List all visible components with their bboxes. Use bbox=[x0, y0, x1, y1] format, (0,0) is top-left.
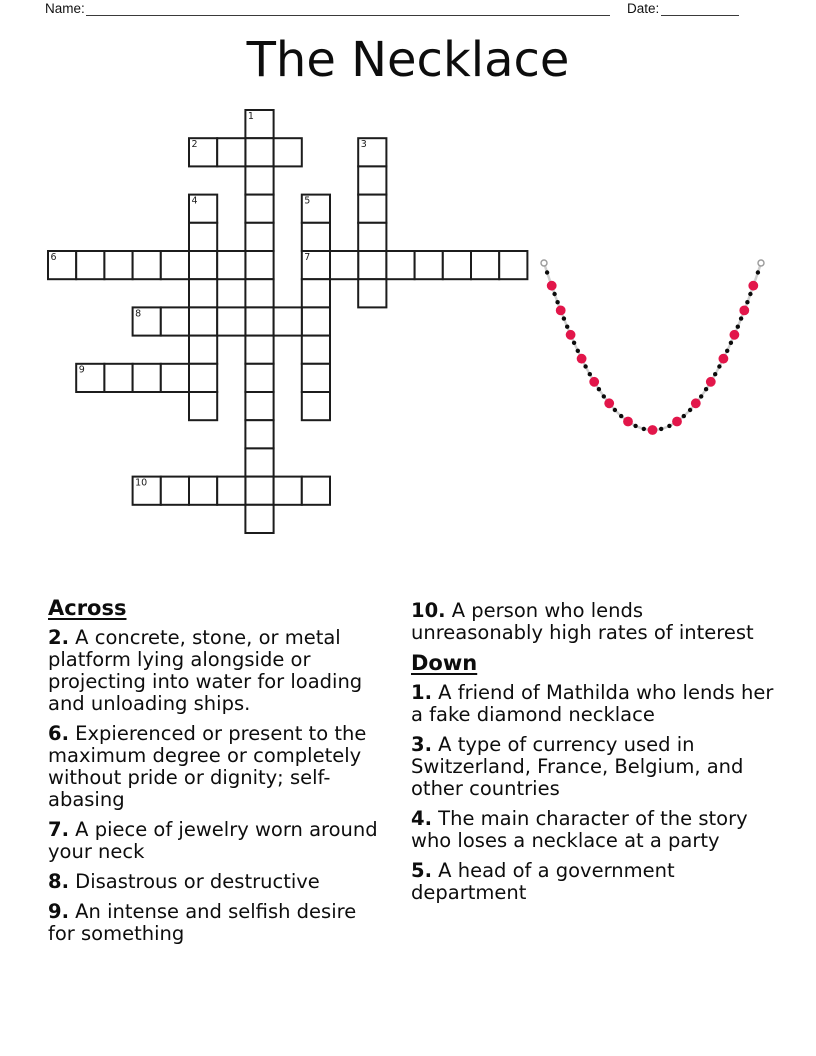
clue-across-7 bbox=[48, 819, 378, 863]
grid-cell-r5-c2 bbox=[104, 251, 132, 279]
clue-number: 2. bbox=[48, 626, 69, 649]
necklace-bead-black bbox=[613, 408, 617, 412]
grid-cell-r6-c5 bbox=[189, 279, 217, 307]
necklace-bead-black bbox=[642, 427, 646, 431]
necklace-bead-red bbox=[589, 377, 599, 387]
grid-cell-r13-c5 bbox=[189, 477, 217, 505]
grid-number-3: 3 bbox=[360, 139, 367, 151]
grid-number-7: 7 bbox=[304, 251, 311, 263]
grid-cell-r5-c13 bbox=[415, 251, 443, 279]
clue-text: A type of currency used in Switzerland, France, Belgium, and other countries bbox=[411, 733, 744, 800]
necklace-bead-red bbox=[623, 417, 633, 427]
across-clue-list bbox=[48, 627, 378, 945]
grid-number-10: 10 bbox=[135, 477, 148, 489]
necklace-bead-red bbox=[556, 306, 566, 316]
necklace-string bbox=[544, 263, 761, 430]
necklace-bead-black bbox=[745, 300, 749, 304]
necklace-bead-black bbox=[583, 364, 587, 368]
necklace-clasp-ring bbox=[758, 260, 764, 266]
down-heading: Down bbox=[411, 651, 478, 675]
clues-column-left bbox=[48, 597, 378, 953]
clue-across-9 bbox=[48, 901, 378, 945]
grid-cell-r6-c9 bbox=[302, 279, 330, 307]
grid-cell-r7-c9 bbox=[302, 307, 330, 335]
grid-cell-r8-c7 bbox=[245, 336, 273, 364]
grid-cell-r9-c9 bbox=[302, 364, 330, 392]
clue-text: A piece of jewelry worn around your neck bbox=[48, 818, 378, 863]
grid-cell-r5-c15 bbox=[471, 251, 499, 279]
grid-cell-r2-c7 bbox=[245, 166, 273, 194]
across-clue-list-continued bbox=[411, 600, 777, 644]
clue-text: Expierenced or present to the maximum degree or completely without pride or dignity; self-abasing bbox=[48, 722, 367, 811]
grid-cell-r8-c5 bbox=[189, 336, 217, 364]
grid-cell-r7-c6 bbox=[217, 307, 245, 335]
grid-cell-r7-c5 bbox=[189, 307, 217, 335]
grid-cell-r13-c6 bbox=[217, 477, 245, 505]
necklace-bead-black bbox=[748, 292, 752, 296]
grid-cell-r9-c5 bbox=[189, 364, 217, 392]
grid-cell-r9-c4 bbox=[161, 364, 189, 392]
name-label: Name: bbox=[45, 1, 85, 16]
necklace-bead-red bbox=[691, 398, 701, 408]
grid-number-1: 1 bbox=[247, 110, 254, 122]
grid-cell-r7-c8 bbox=[274, 307, 302, 335]
grid-cell-r3-c11 bbox=[358, 195, 386, 223]
necklace-bead-black bbox=[562, 316, 566, 320]
necklace-bead-black bbox=[739, 316, 743, 320]
necklace-bead-red bbox=[730, 330, 740, 340]
grid-cell-r13-c4 bbox=[161, 477, 189, 505]
clues-column-right bbox=[411, 600, 777, 912]
grid-cell-r5-c7 bbox=[245, 251, 273, 279]
necklace-bead-black bbox=[667, 424, 671, 428]
necklace-bead-red bbox=[547, 281, 557, 291]
clue-number: 9. bbox=[48, 900, 69, 923]
clue-text: An intense and selfish desire for something bbox=[48, 900, 357, 945]
necklace-bead-black bbox=[756, 270, 760, 274]
grid-number-4: 4 bbox=[191, 195, 198, 207]
necklace-bead-black bbox=[633, 424, 637, 428]
clue-down-4 bbox=[411, 808, 777, 852]
grid-cell-r13-c8 bbox=[274, 477, 302, 505]
date-label: Date: bbox=[627, 1, 660, 16]
necklace-clasp-ring bbox=[541, 260, 547, 266]
grid-cell-r7-c7 bbox=[245, 307, 273, 335]
necklace-bead-black bbox=[565, 325, 569, 329]
grid-cell-r5-c6 bbox=[217, 251, 245, 279]
clue-across-2 bbox=[48, 627, 378, 715]
grid-cell-r10-c9 bbox=[302, 392, 330, 420]
clue-number: 10. bbox=[411, 599, 446, 622]
grid-cell-r7-c4 bbox=[161, 307, 189, 335]
necklace-bead-red bbox=[672, 417, 682, 427]
necklace-bead-black bbox=[699, 394, 703, 398]
necklace-bead-black bbox=[552, 292, 556, 296]
grid-cell-r4-c7 bbox=[245, 223, 273, 251]
clue-text: Disastrous or destructive bbox=[68, 870, 320, 893]
clue-across-8 bbox=[48, 871, 378, 893]
necklace-bead-red bbox=[648, 425, 658, 435]
grid-cell-r5-c11 bbox=[358, 251, 386, 279]
grid-cell-r9-c7 bbox=[245, 364, 273, 392]
necklace-bead-black bbox=[602, 394, 606, 398]
grid-cell-r12-c7 bbox=[245, 448, 273, 476]
clue-down-1 bbox=[411, 682, 777, 726]
necklace-bead-black bbox=[736, 325, 740, 329]
clue-across-10 bbox=[411, 600, 777, 644]
grid-number-2: 2 bbox=[191, 139, 198, 151]
clue-number: 4. bbox=[411, 807, 432, 830]
grid-cell-r14-c7 bbox=[245, 505, 273, 533]
grid-cell-r2-c11 bbox=[358, 166, 386, 194]
grid-cell-r1-c7 bbox=[245, 138, 273, 166]
grid-cell-r5-c3 bbox=[133, 251, 161, 279]
clue-text: A friend of Mathilda who lends her a fake diamond necklace bbox=[411, 681, 774, 726]
clue-text: A head of a government department bbox=[411, 859, 675, 904]
necklace-bead-black bbox=[704, 387, 708, 391]
grid-cell-r5-c10 bbox=[330, 251, 358, 279]
necklace-bead-red bbox=[577, 354, 587, 364]
grid-cell-r5-c14 bbox=[443, 251, 471, 279]
necklace-bead-black bbox=[682, 414, 686, 418]
necklace-bead-black bbox=[688, 408, 692, 412]
clue-number: 3. bbox=[411, 733, 432, 756]
grid-number-5: 5 bbox=[304, 195, 311, 207]
grid-number-6: 6 bbox=[50, 251, 57, 263]
grid-cell-r6-c7 bbox=[245, 279, 273, 307]
grid-cell-r9-c2 bbox=[104, 364, 132, 392]
page-title: The Necklace bbox=[246, 32, 570, 88]
necklace-bead-black bbox=[725, 349, 729, 353]
clue-number: 6. bbox=[48, 722, 69, 745]
grid-cell-r4-c11 bbox=[358, 223, 386, 251]
crossword-grid bbox=[48, 110, 527, 533]
grid-number-8: 8 bbox=[135, 308, 142, 320]
necklace-bead-black bbox=[588, 372, 592, 376]
clue-text: A concrete, stone, or metal platform lying alongside or projecting into water for loading and unloading ships. bbox=[48, 626, 363, 715]
necklace-bead-red bbox=[739, 306, 749, 316]
down-clue-list bbox=[411, 682, 777, 904]
clue-number: 8. bbox=[48, 870, 69, 893]
necklace-bead-red bbox=[719, 354, 729, 364]
necklace-bead-black bbox=[729, 341, 733, 345]
necklace-bead-red bbox=[706, 377, 716, 387]
necklace-bead-black bbox=[597, 387, 601, 391]
necklace-bead-red bbox=[566, 330, 576, 340]
necklace-bead-black bbox=[572, 341, 576, 345]
grid-cell-r9-c3 bbox=[133, 364, 161, 392]
grid-cell-r4-c5 bbox=[189, 223, 217, 251]
grid-cell-r4-c9 bbox=[302, 223, 330, 251]
grid-cell-r3-c7 bbox=[245, 195, 273, 223]
clue-number: 7. bbox=[48, 818, 69, 841]
necklace-illustration bbox=[541, 260, 764, 435]
clue-text: The main character of the story who loses a necklace at a party bbox=[411, 807, 748, 852]
necklace-bead-black bbox=[576, 349, 580, 353]
necklace-bead-red bbox=[748, 281, 758, 291]
clue-across-6 bbox=[48, 723, 378, 811]
necklace-bead-red bbox=[604, 398, 614, 408]
grid-cell-r5-c12 bbox=[386, 251, 414, 279]
grid-cell-r11-c7 bbox=[245, 420, 273, 448]
necklace-bead-black bbox=[555, 300, 559, 304]
clue-down-5 bbox=[411, 860, 777, 904]
clue-text: A person who lends unreasonably high rates of interest bbox=[411, 599, 754, 644]
across-heading: Across bbox=[48, 596, 127, 620]
grid-cell-r13-c7 bbox=[245, 477, 273, 505]
grid-cell-r8-c9 bbox=[302, 336, 330, 364]
grid-cell-r1-c6 bbox=[217, 138, 245, 166]
clue-number: 5. bbox=[411, 859, 432, 882]
clue-number: 1. bbox=[411, 681, 432, 704]
grid-cell-r13-c9 bbox=[302, 477, 330, 505]
grid-cell-r10-c7 bbox=[245, 392, 273, 420]
clue-down-3 bbox=[411, 734, 777, 800]
necklace-bead-black bbox=[659, 427, 663, 431]
necklace-bead-black bbox=[717, 364, 721, 368]
necklace-bead-black bbox=[713, 372, 717, 376]
grid-cell-r5-c1 bbox=[76, 251, 104, 279]
necklace-bead-black bbox=[619, 414, 623, 418]
grid-cell-r5-c16 bbox=[499, 251, 527, 279]
grid-number-9: 9 bbox=[78, 364, 85, 376]
grid-cell-r6-c11 bbox=[358, 279, 386, 307]
grid-cell-r10-c5 bbox=[189, 392, 217, 420]
grid-cell-r5-c4 bbox=[161, 251, 189, 279]
grid-cell-r5-c5 bbox=[189, 251, 217, 279]
grid-cell-r1-c8 bbox=[274, 138, 302, 166]
necklace-bead-black bbox=[545, 270, 549, 274]
